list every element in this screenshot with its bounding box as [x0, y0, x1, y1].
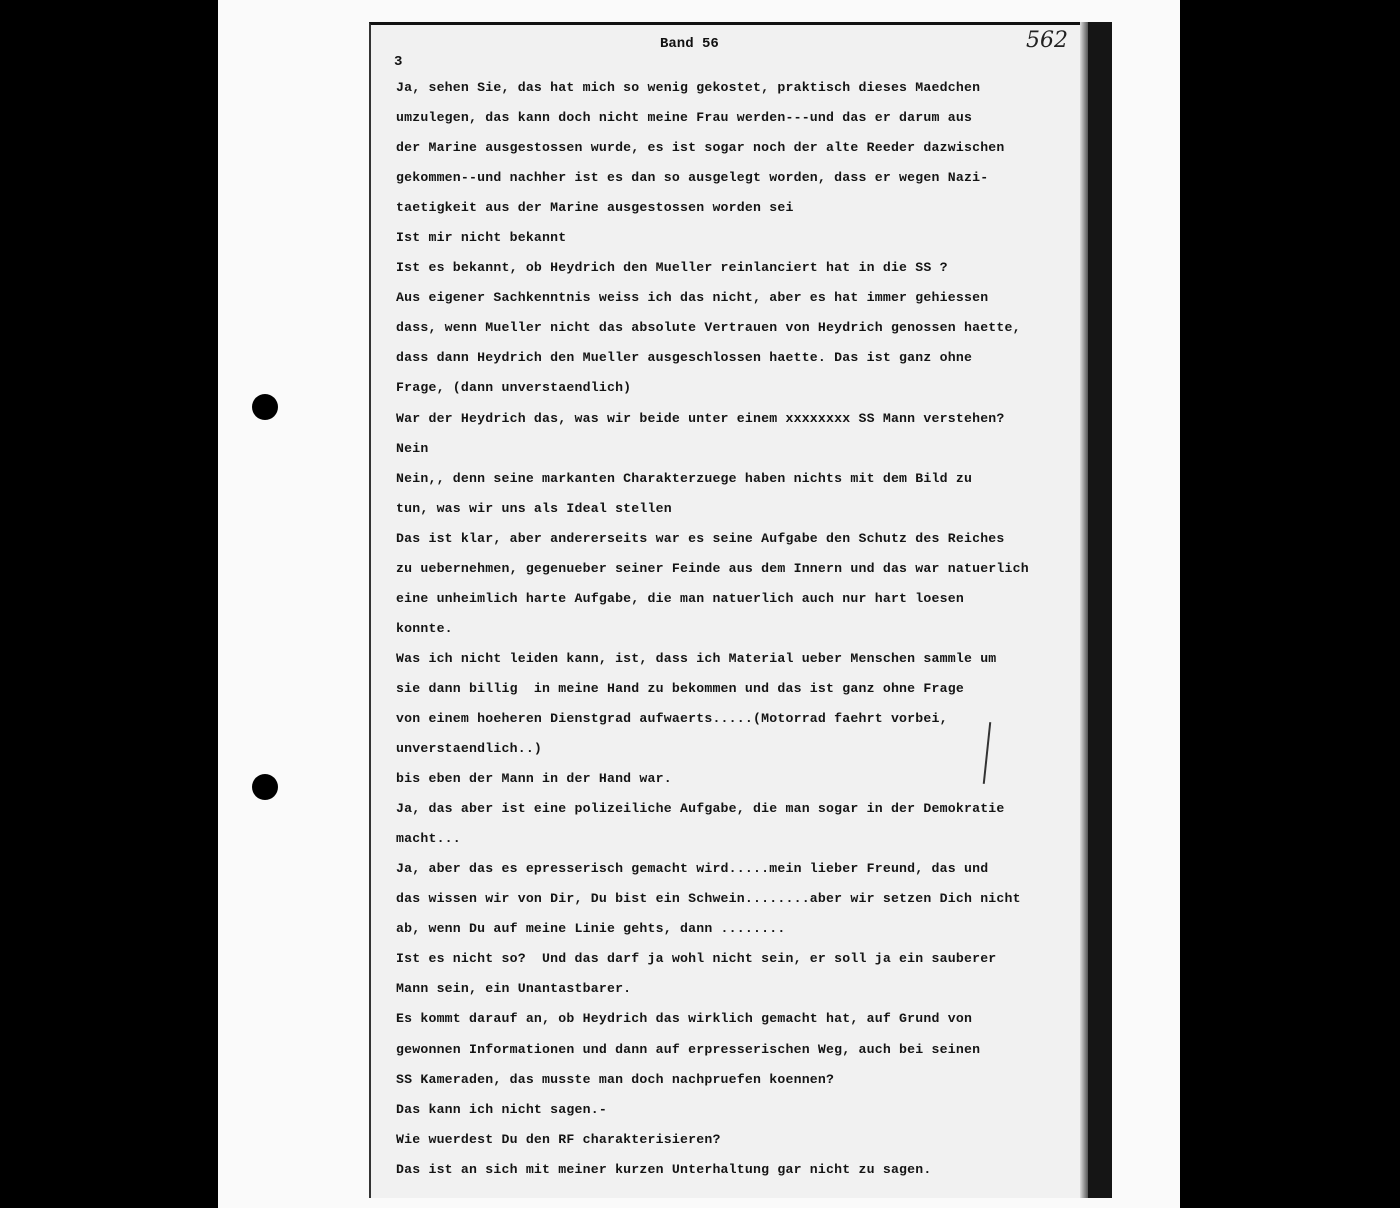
transcript-line: Ja, das aber ist eine polizeiliche Aufgabe, die man sogar in der Demokratie — [396, 801, 1005, 817]
transcript-line: Aus eigener Sachkenntnis weiss ich das nicht, aber es hat immer gehiessen — [396, 290, 989, 306]
transcript-line: konnte. — [396, 620, 453, 636]
transcript-line: Ist es bekannt, ob Heydrich den Mueller reinlanciert hat in die SS ? — [396, 260, 948, 276]
transcript-line: unverstaendlich..) — [396, 741, 543, 757]
transcript-line: Das ist klar, aber andererseits war es seine Aufgabe den Schutz des Reiches — [396, 530, 1005, 546]
transcript-text — [396, 77, 1096, 1189]
transcript-line: Wie wuerdest Du den RF charakterisieren? — [396, 1131, 721, 1147]
transcript-line: Ja, aber das es epresserisch gemacht wird.....mein lieber Freund, das und — [396, 861, 989, 877]
transcript-line: der Marine ausgestossen wurde, es ist sogar noch der alte Reeder dazwischen — [396, 140, 1005, 156]
handwritten-archive-number: 562 — [1026, 28, 1068, 53]
transcript-line: Nein,, denn seine markanten Charakterzuege haben nichts mit dem Bild zu — [396, 470, 973, 486]
transcript-line: Das kann ich nicht sagen.- — [396, 1101, 607, 1117]
transcript-line: bis eben der Mann in der Hand war. — [396, 771, 672, 787]
transcript-line: gekommen--und nachher ist es dan so ausgelegt worden, dass er wegen Nazi- — [396, 170, 989, 186]
transcript-line: Frage, (dann unverstaendlich) — [396, 380, 632, 396]
transcript-line: Nein — [396, 440, 429, 456]
transcript-line: Ist es nicht so? Und das darf ja wohl nicht sein, er soll ja ein sauberer — [396, 951, 997, 967]
volume-title: Band 56 — [660, 36, 719, 52]
transcript-line: macht... — [396, 831, 461, 847]
punch-hole-top — [252, 394, 278, 420]
page-number: 3 — [394, 54, 403, 70]
transcript-line: Das ist an sich mit meiner kurzen Unterhaltung gar nicht zu sagen. — [396, 1161, 932, 1177]
transcript-line: sie dann billig in meine Hand zu bekommen und das ist ganz ohne Frage — [396, 680, 964, 696]
transcript-line: das wissen wir von Dir, Du bist ein Schwein........aber wir setzen Dich nicht — [396, 891, 1021, 907]
transcript-line: dass, wenn Mueller nicht das absolute Vertrauen von Heydrich genossen haette, — [396, 320, 1021, 336]
transcript-line: Was ich nicht leiden kann, ist, dass ich Material ueber Menschen sammle um — [396, 650, 997, 666]
transcript-line: tun, was wir uns als Ideal stellen — [396, 500, 672, 516]
transcript-line: Ist mir nicht bekannt — [396, 230, 567, 246]
transcript-line: von einem hoeheren Dienstgrad aufwaerts.....(Motorrad faehrt vorbei, — [396, 710, 948, 726]
transcript-line: SS Kameraden, das musste man doch nachpruefen koennen? — [396, 1071, 835, 1087]
transcript-line: taetigkeit aus der Marine ausgestossen worden sei — [396, 200, 794, 216]
transcript-line: War der Heydrich das, was wir beide unter einem xxxxxxxx SS Mann verstehen? — [396, 410, 1005, 426]
transcript-line: zu uebernehmen, gegenueber seiner Feinde aus dem Innern und das war natuerlich — [396, 560, 1029, 576]
transcript-line: umzulegen, das kann doch nicht meine Frau werden---und das er darum aus — [396, 110, 973, 126]
punch-hole-bottom — [252, 774, 278, 800]
transcript-line: Ja, sehen Sie, das hat mich so wenig gekostet, praktisch dieses Maedchen — [396, 80, 981, 95]
transcript-line: eine unheimlich harte Aufgabe, die man natuerlich auch nur hart loesen — [396, 590, 964, 606]
transcript-line: Mann sein, ein Unantastbarer. — [396, 981, 632, 997]
transcript-line: ab, wenn Du auf meine Linie gehts, dann ........ — [396, 921, 786, 937]
transcript-line: Es kommt darauf an, ob Heydrich das wirklich gemacht hat, auf Grund von — [396, 1011, 973, 1027]
transcript-line: dass dann Heydrich den Mueller ausgeschlossen haette. Das ist ganz ohne — [396, 350, 973, 366]
transcript-line: gewonnen Informationen und dann auf erpresserischen Weg, auch bei seinen — [396, 1041, 981, 1057]
